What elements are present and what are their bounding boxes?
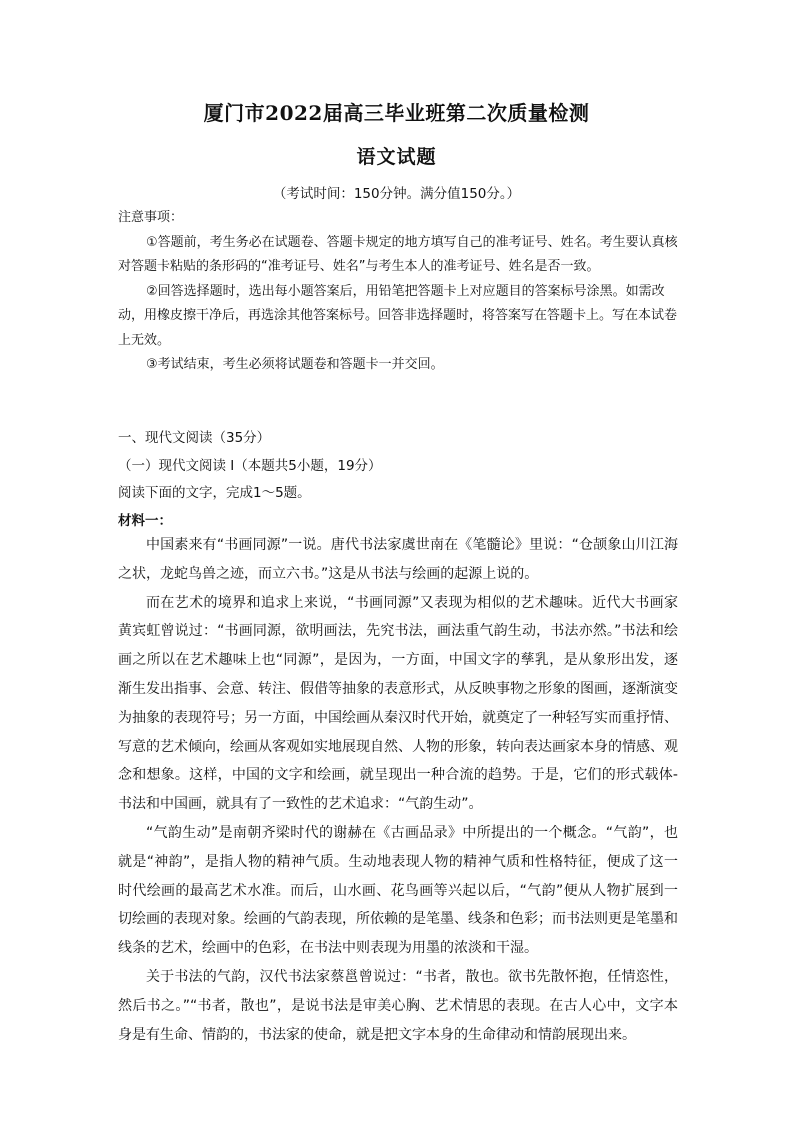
section-subheading: （一）现代文阅读 I（本题共5小题，19分） <box>118 457 382 474</box>
notice-block <box>118 206 678 378</box>
notice-item: ①答题前，考生务必在试题卷、答题卡规定的地方填写自己的准考证号、姓名。考生要认真核对答题卡粘贴的条形码的“准考证号、姓名”与考生本人的准考证号、姓名是否一致。 <box>118 234 678 274</box>
passage-paragraph: 关于书法的气韵，汉代书法家蔡邕曾说过：“书者，散也。欲书先散怀抱，任情恣性，然后书之。”“书者，散也”，是说书法是审美心胸、艺术情思的表现。在古人心中，文字本身是有生命、情韵的，书法家的使命，就是把文字本身的生命律动和情韵展现出来。 <box>118 968 678 1043</box>
page-subtitle: 语文试题 <box>356 146 437 168</box>
material-label: 材料一： <box>118 512 172 529</box>
reading-passage <box>118 531 678 1049</box>
exam-info: （考试时间：150分钟。满分值150分。） <box>272 186 521 202</box>
section-instruction: 阅读下面的文字，完成1～5题。 <box>118 485 311 501</box>
passage-paragraph: 而在艺术的境界和追求上来说，“书画同源”又表现为相似的艺术趣味。近代大书画家黄宾虹曾说过：“书画同源，欲明画法，先究书法，画法重气韵生动，书法亦然。”书法和绘画之所以在艺术趣味上也“同源”，是因为，一方面，中国文字的孳乳，是从象形出发，逐渐生发出指事、会意、转注、假借等抽象的表意形式，从反映事物之形象的图画，逐渐演变为抽象的表现符号；另一方面，中国绘画从秦汉时代开始，就奠定了一种轻写实而重抒情、写意的艺术倾向，绘画从客观如实地展现自然、人物的形象，转向表达画家本身的情感、观念和想象。这样，中国的文字和绘画，就呈现出一种合流的趋势。于是，它们的形式载体-书法和中国画，就具有了一致性的艺术追求：“气韵生动”。 <box>118 594 678 813</box>
passage-paragraph: “气韵生动”是南朝齐梁时代的谢赫在《古画品录》中所提出的一个概念。“气韵”，也就是“神韵”，是指人物的精神气质。生动地表现人物的精神气质和性格特征，便成了这一时代绘画的最高艺术水准。而后，山水画、花鸟画等兴起以后，“气韵”便从人物扩展到一切绘画的表现对象。绘画的气韵表现，所依赖的是笔墨、线条和色彩；而书法则更是笔墨和线条的艺术，绘画中的色彩，在书法中则表现为用墨的浓淡和干湿。 <box>118 824 678 957</box>
section-heading: 一、现代文阅读（35分） <box>118 430 271 446</box>
section-header <box>118 425 678 535</box>
passage-paragraph: 中国素来有“书画同源”一说。唐代书法家虞世南在《笔髓论》里说：“仓颉象山川江海之状，龙蛇鸟兽之迹，而立六书。”这是从书法与绘画的起源上说的。 <box>118 537 678 582</box>
notice-item: ③考试结束，考生必须将试题卷和答题卡一并交回。 <box>146 357 444 372</box>
notice-heading: 注意事项： <box>118 210 184 225</box>
page-title: 厦门市2022届高三毕业班第二次质量检测 <box>203 101 590 125</box>
notice-item: ②回答选择题时，选出每小题答案后，用铅笔把答题卡上对应题目的答案标号涂黑。如需改动，用橡皮擦干净后，再选涂其他答案标号。回答非选择题时，将答案写在答题卡上。写在本试卷上无效。 <box>118 283 678 348</box>
